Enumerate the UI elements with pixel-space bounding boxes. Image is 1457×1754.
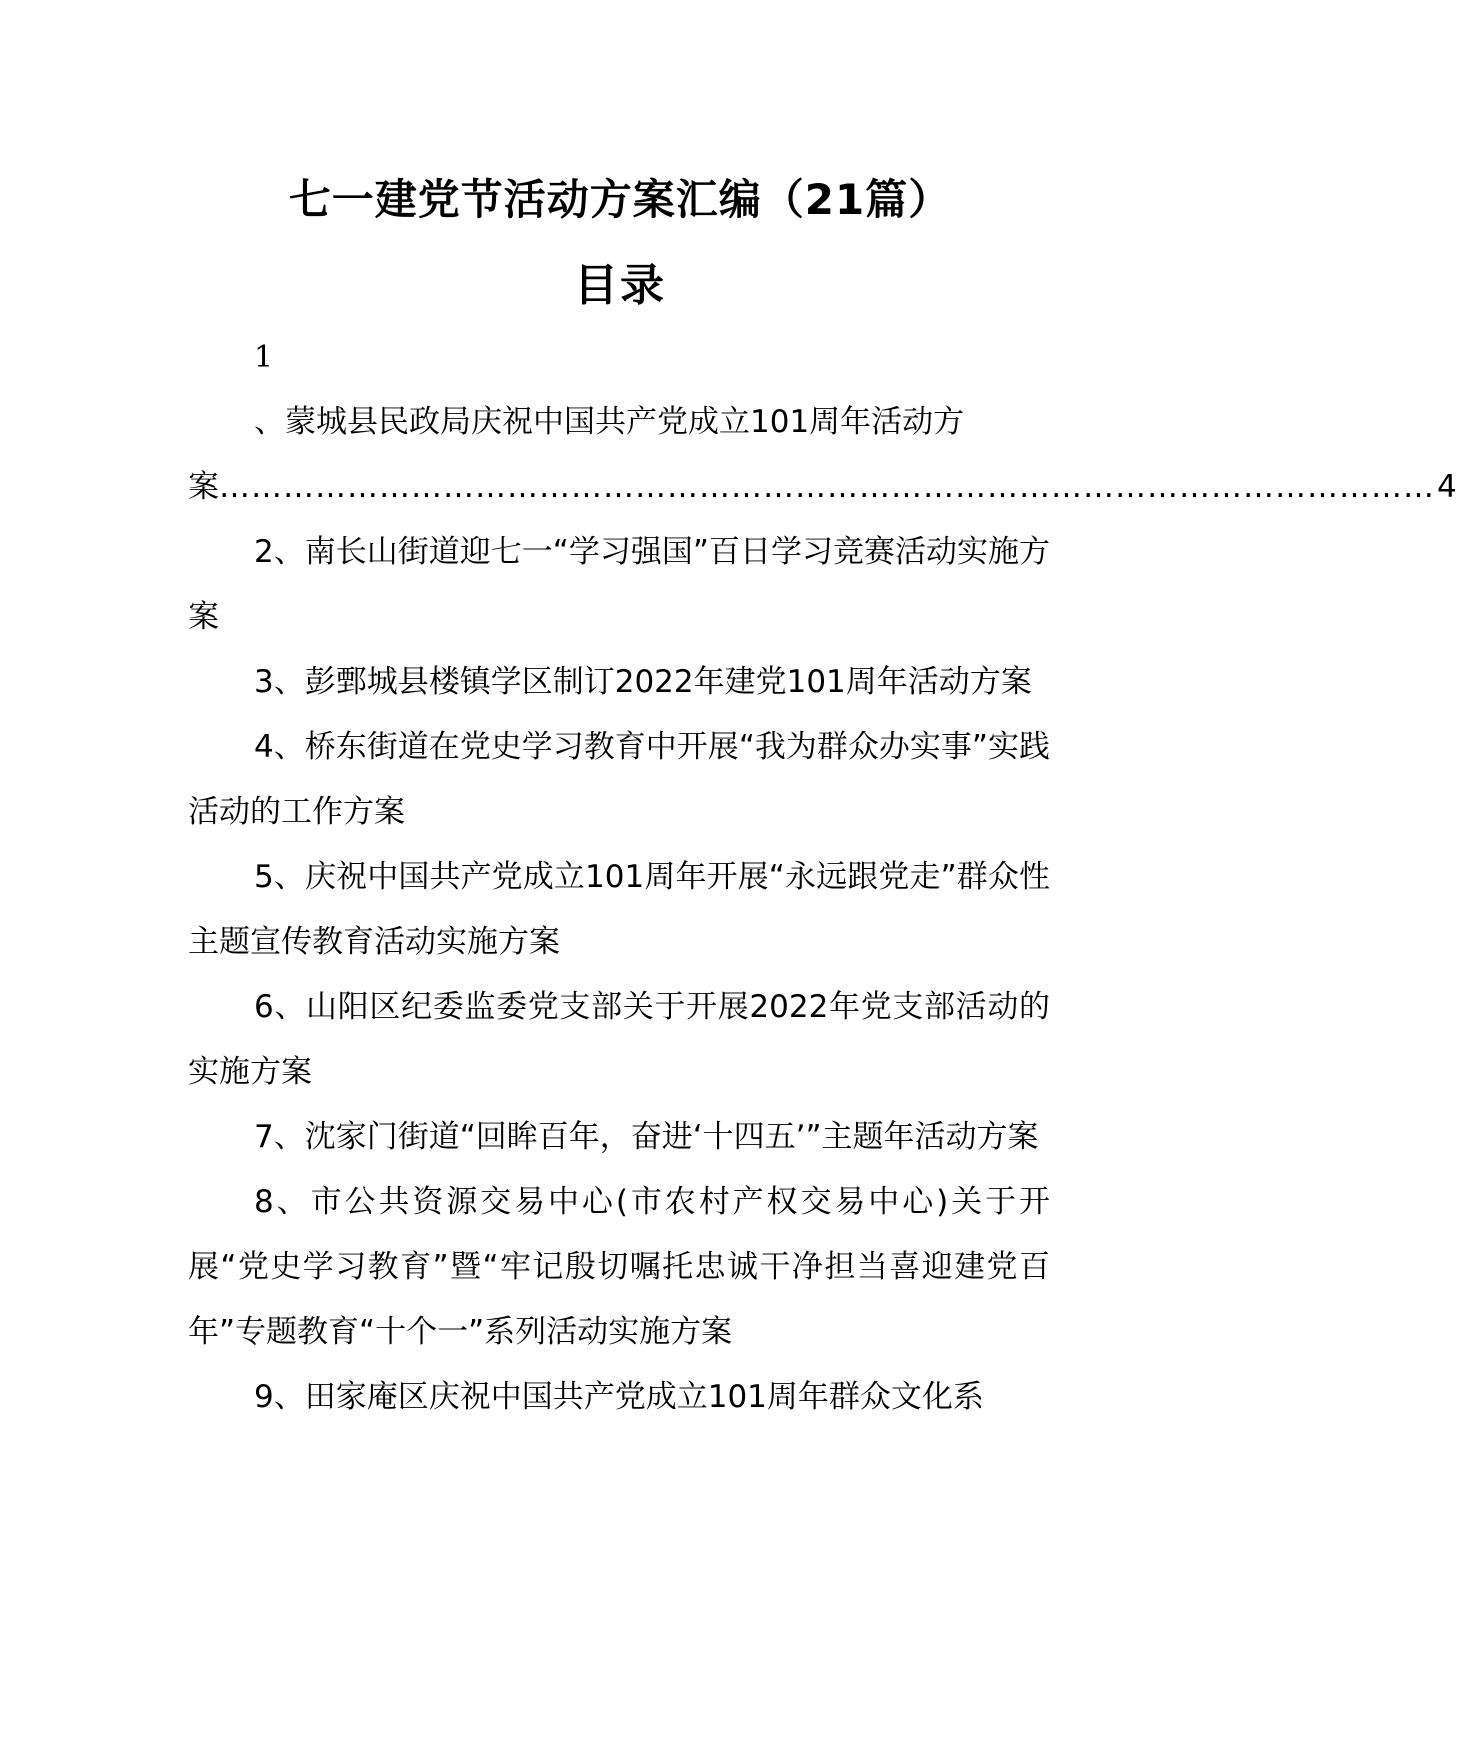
- toc-heading: 目录: [574, 260, 666, 311]
- toc-entry-1-page: 4: [1437, 469, 1457, 505]
- toc-entry-3: 3、彭鄄城县楼镇学区制订2022年建党101周年活动方案: [254, 664, 1032, 700]
- toc-entry-9: 9、田家庵区庆祝中国共产党成立101周年群众文化系: [254, 1379, 984, 1415]
- toc-entry-4: 4、桥东街道在党史学习教育中开展“我为群众办实事”实践活动的工作方案: [188, 729, 1050, 830]
- toc-entry-8: 8、市公共资源交易中心(市农村产权交易中心)关于开展“党史学习教育”暨“牢记殷切嘱托忠诚干净担当喜迎建党百年”专题教育“十个一”系列活动实施方案: [188, 1184, 1050, 1350]
- toc-list: [188, 390, 1457, 1430]
- toc-entry-1-leader-row: [188, 455, 1457, 520]
- toc-entry-7: 7、沈家门街道“回眸百年，奋进‘十四五’”主题年活动方案: [254, 1119, 1039, 1155]
- document-title: 七一建党节活动方案汇编（21篇）: [288, 175, 952, 224]
- toc-entry-1-text: 、蒙城县民政局庆祝中国共产党成立101周年活动方: [254, 404, 965, 440]
- toc-entry-5: 5、庆祝中国共产党成立101周年开展“永远跟党走”群众性主题宣传教育活动实施方案: [188, 859, 1050, 960]
- toc-entry-2: 2、南长山街道迎七一“学习强国”百日学习竞赛活动实施方案: [188, 534, 1050, 635]
- toc-entry-1: [188, 390, 1050, 455]
- toc-entry-1-number: 1: [254, 340, 274, 375]
- toc-entry-1-tail: 案: [188, 469, 219, 505]
- toc-entry-6: 6、山阳区纪委监委党支部关于开展2022年党支部活动的实施方案: [188, 989, 1050, 1090]
- dot-leader: ……………………………………………………………………………………………………: [219, 469, 1435, 505]
